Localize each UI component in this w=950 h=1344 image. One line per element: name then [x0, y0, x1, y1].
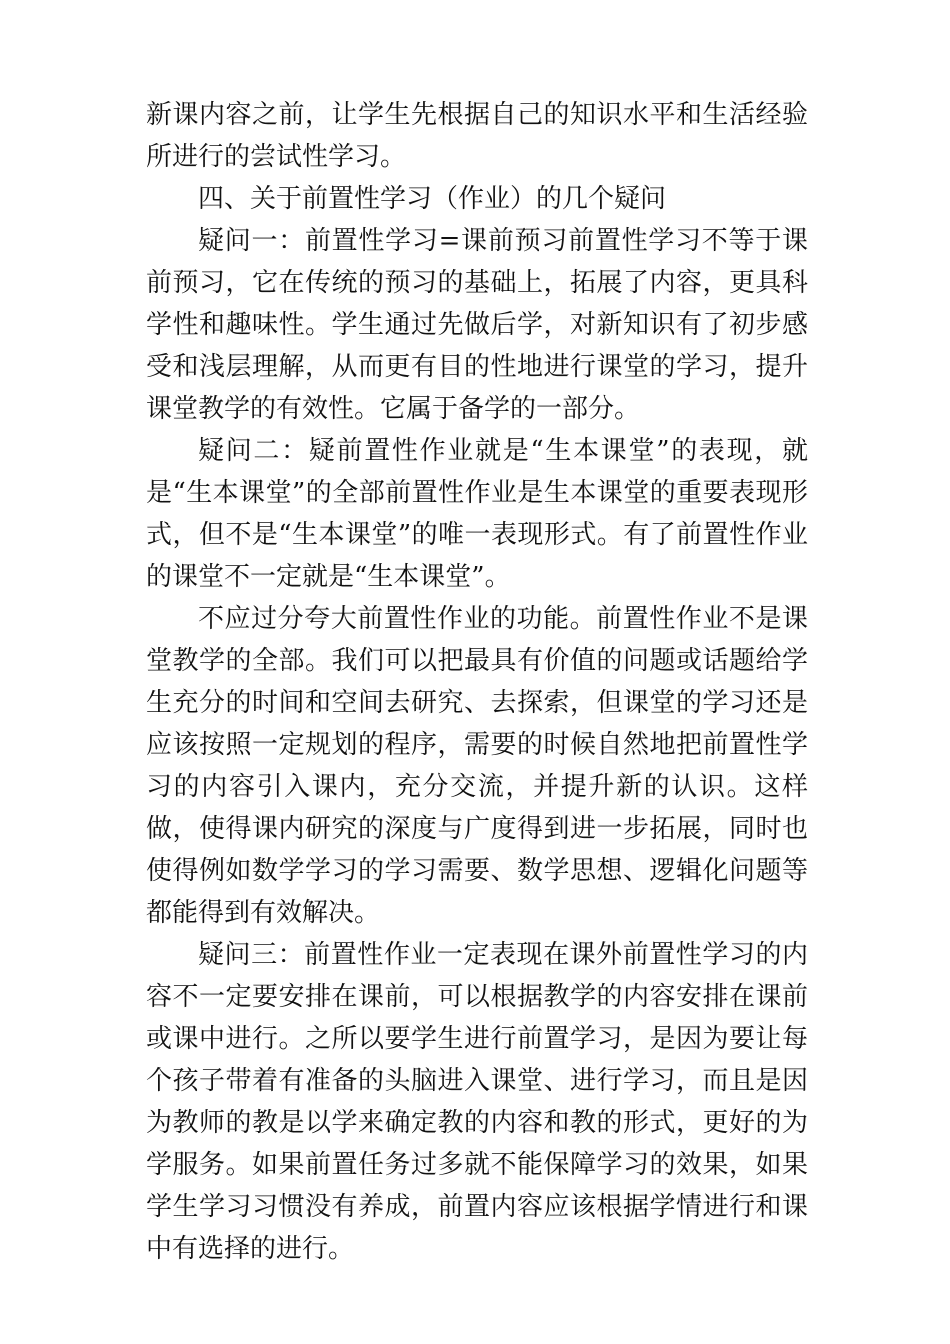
section-heading: 四、关于前置性学习（作业）的几个疑问 [198, 184, 667, 214]
paragraph-continuation: 新课内容之前，让学生先根据自己的知识水平和生活经验所进行的尝试性学习。 [146, 100, 808, 172]
paragraph-function: 不应过分夸大前置性作业的功能。前置性作业不是课堂教学的全部。我们可以把最具有价值的问题或话题给学生充分的时间和空间去研究、去探索，但课堂的学习还是应该按照一定规划的程序，需要的时候自然地把前置性学习的内容引入课内，充分交流，并提升新的认识。这样做，使得课内研究的深度与广度得到进一步拓展，同时也使得例如数学学习的学习需要、数学思想、逻辑化问题等都能得到有效解决。 [146, 604, 808, 928]
paragraph-question-one: 疑问一：前置性学习=课前预习前置性学习不等于课前预习，它在传统的预习的基础上，拓展了内容，更具科学性和趣味性。学生通过先做后学，对新知识有了初步感受和浅层理解，从而更有目的性地进行课堂的学习，提升课堂教学的有效性。它属于备学的一部分。 [146, 226, 808, 424]
paragraph-question-three: 疑问三：前置性作业一定表现在课外前置性学习的内容不一定要安排在课前，可以根据教学的内容安排在课前或课中进行。之所以要学生进行前置学习，是因为要让每个孩子带着有准备的头脑进入课堂、进行学习，而且是因为教师的教是以学来确定教的内容和教的形式，更好的为学服务。如果前置任务过多就不能保障学习的效果，如果学生学习习惯没有养成，前置内容应该根据学情进行和课中有选择的进行。 [146, 940, 808, 1264]
paragraph-question-two: 疑问二：疑前置性作业就是“生本课堂”的表现，就是“生本课堂”的全部前置性作业是生本课堂的重要表现形式，但不是“生本课堂”的唯一表现形式。有了前置性作业的课堂不一定就是“生本课堂”。 [146, 436, 808, 592]
document-body [146, 94, 808, 1270]
